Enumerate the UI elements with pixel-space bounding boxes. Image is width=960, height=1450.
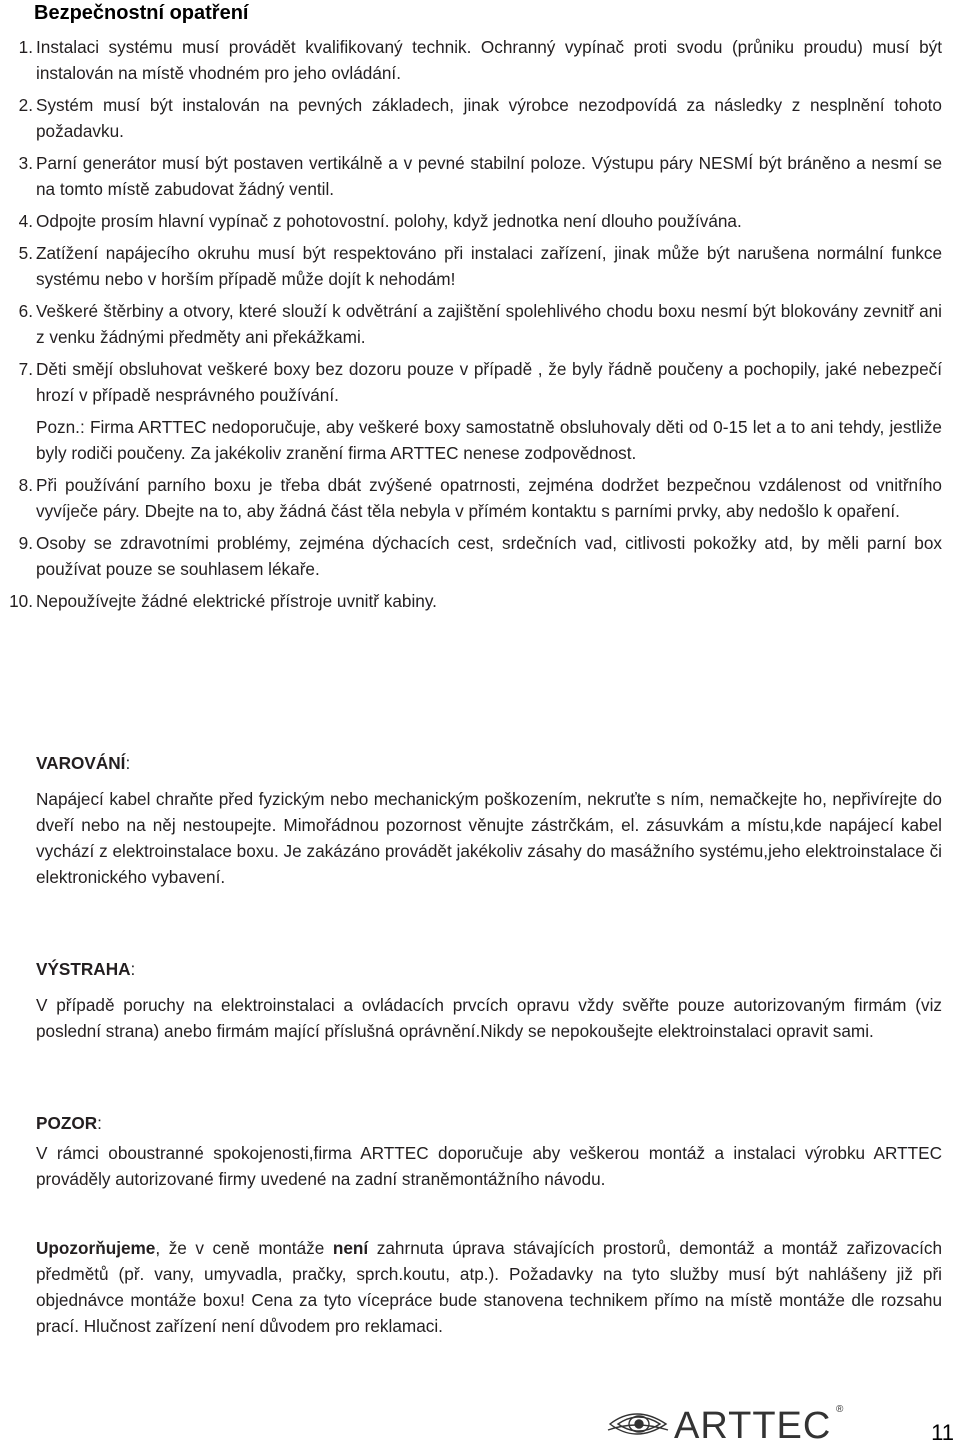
warning-title: VAROVÁNÍ <box>36 753 126 773</box>
arttec-logo <box>606 1400 850 1444</box>
item-number: 2. <box>18 95 33 115</box>
item-text: Při používání parního boxu je třeba dbát zvýšené opatrnosti, zejména dodržet bezpečnou vzdálenost od vnitřního vyvíječe páry. Dbejte na to, aby žádná část těla nebyla v přímém kontaktu s parními prvky, aby nedošlo k opaření. <box>36 475 942 521</box>
logo-mark-icon <box>608 1414 668 1434</box>
list-item <box>0 472 942 524</box>
attention-colon: : <box>97 1113 102 1133</box>
list-item <box>0 530 942 582</box>
item-text: Odpojte prosím hlavní vypínač z pohotovostní. polohy, když jednotka není dlouho používána. <box>36 211 742 231</box>
list-item <box>0 34 942 86</box>
item-text: Parní generátor musí být postaven vertikálně a v pevné stabilní poloze. Výstupu páry NESMÍ být bráněno a nesmí se na tomto místě zabudovat žádný ventil. <box>36 153 942 199</box>
notice-part1: , že v ceně montáže <box>155 1238 333 1258</box>
caution-title: VÝSTRAHA <box>36 959 131 979</box>
list-item <box>0 150 942 202</box>
item-number: 10. <box>9 591 33 611</box>
safety-list <box>0 34 960 620</box>
item-text: Systém musí být instalován na pevných základech, jinak výrobce nezodpovídá za následky z nesplnění tohoto požadavku. <box>36 95 942 141</box>
list-item <box>0 298 942 350</box>
item-text: Osoby se zdravotními problémy, zejména dýchacích cest, srdečních vad, citlivosti pokožky atd, by měli parní box používat pouze se souhlasem lékaře. <box>36 533 942 579</box>
item-text: Zatížení napájecího okruhu musí být respektováno při instalaci zařízení, jinak může být narušena normální funkce systému nebo v horším případě může dojít k nehodám! <box>36 243 942 289</box>
list-item <box>0 92 942 144</box>
logo-text: ARTTEC <box>674 1405 832 1444</box>
attention-title-line <box>36 1110 942 1136</box>
caution-section <box>36 956 942 1044</box>
list-item <box>0 208 942 234</box>
item-number: 9. <box>18 533 33 553</box>
list-item <box>0 240 942 292</box>
notice-lead: Upozorňujeme <box>36 1238 156 1258</box>
caution-title-line <box>36 956 942 982</box>
item-number: 3. <box>18 153 33 173</box>
list-item <box>0 356 942 466</box>
attention-section <box>36 1110 942 1192</box>
item-number: 8. <box>18 475 33 495</box>
item-note: Pozn.: Firma ARTTEC nedoporučuje, aby veškeré boxy samostatně obsluhovaly děti od 0-15 let a to ani tehdy, jestliže byly rodiči poučeny. Za jakékoliv zranění firma ARTTEC nenese zodpovědnost. <box>36 417 942 463</box>
notice-emph: není <box>332 1238 369 1258</box>
warning-section <box>36 750 942 890</box>
section-heading: Bezpečnostní opatření <box>34 2 249 24</box>
item-text: Instalaci systému musí provádět kvalifikovaný technik. Ochranný vypínač proti svodu (průniku proudu) musí být instalován na místě vhodném pro jeho ovládání. <box>36 37 942 83</box>
item-number: 5. <box>18 243 33 263</box>
item-number: 7. <box>18 359 33 379</box>
caution-colon: : <box>130 959 136 979</box>
warning-colon: : <box>125 753 131 773</box>
item-text: Děti smějí obsluhovat veškeré boxy bez dozoru pouze v případě , že byly řádně poučeny a pochopily, jaké nebezpečí hrozí v případě nesprávného používání. <box>36 359 942 405</box>
attention-text: V rámci oboustranné spokojenosti,firma ARTTEC doporučuje aby veškerou montáž a instalaci výrobku ARTTEC prováděly autorizované firmy uvedené na zadní straněmontážního návodu. <box>36 1143 942 1189</box>
warning-title-line <box>36 750 942 776</box>
item-number: 6. <box>18 301 33 321</box>
attention-title: POZOR <box>36 1113 98 1133</box>
page-number: 11 <box>931 1420 954 1445</box>
list-item <box>0 588 942 614</box>
caution-text: V případě poruchy na elektroinstalaci a ovládacích prvcích opravu vždy svěřte pouze autorizovaným firmám (viz poslední strana) anebo firmám mající příslušná oprávnění.Nikdy se nepokoušejte elektroinstalaci opravit sami. <box>36 995 942 1041</box>
notice-part2: zahrnuta úprava stávajících prostorů, demontáž a montáž zařizovacích předmětů (př. vany, umyvadla, pračky, sprch.koutu, atp.). Požadavky na tyto služby musí být nahlášeny již při objednávce montáže boxu! Cena za tyto vícepráce bude stanovena technikem přímo na místě montáže dle rozsahu prací. Hlučnost zařízení není důvodem pro reklamaci. <box>36 1238 943 1336</box>
item-number: 4. <box>18 211 33 231</box>
notice-section <box>36 1235 942 1339</box>
warning-text: Napájecí kabel chraňte před fyzickým nebo mechanickým poškozením, nekruťte s ním, nemačkejte ho, nepřivírejte do dveří nebo na něj nestoupejte. Mimořádnou pozornost věnujte zástrčkám, el. zásuvkám a místu,kde napájecí kabel vychází z elektroinstalace boxu. Je zakázáno provádět jakékoliv zásahy do masážního systému,jeho elektroinstalace či elektronického vybavení. <box>36 789 942 887</box>
registered-mark: ® <box>836 1404 844 1415</box>
notice-text <box>36 1235 942 1339</box>
item-text: Veškeré štěrbiny a otvory, které slouží k odvětrání a zajištění spolehlivého chodu boxu nesmí být blokovány zevnitř ani z venku žádnými předměty ani překážkami. <box>36 301 942 347</box>
item-number: 1. <box>18 37 33 57</box>
item-text: Nepoužívejte žádné elektrické přístroje uvnitř kabiny. <box>36 591 437 611</box>
